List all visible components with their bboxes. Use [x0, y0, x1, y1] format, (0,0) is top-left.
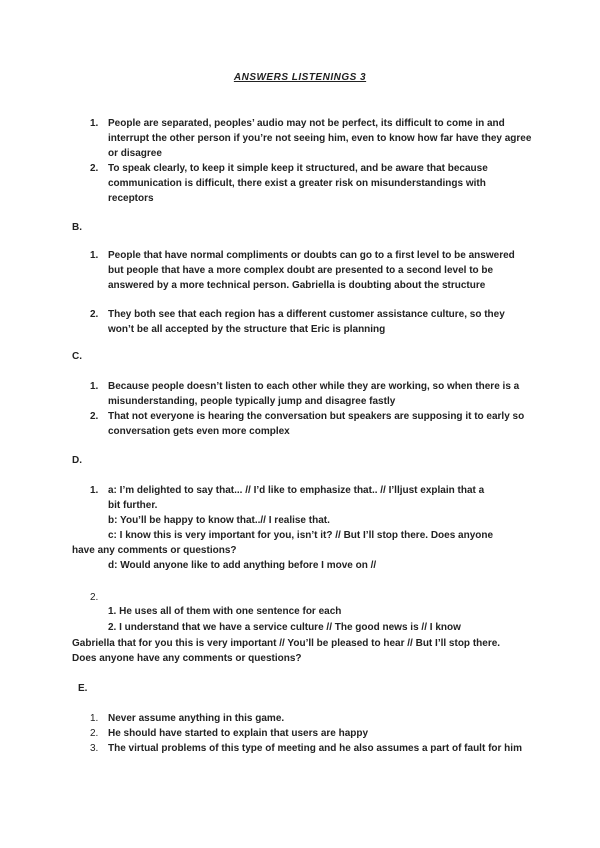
answer-line-b: b: You’ll be happy to know that..// I realise that.: [108, 515, 330, 526]
list-item: He should have started to explain that users are happy: [108, 728, 369, 739]
list-item: Because people doesn’t listen to each other while they are working, so when there is a misunderstanding, people typically jump and disagree fastly: [108, 381, 520, 407]
answer-a-bold: a: I’m delighted to say that...: [108, 485, 243, 496]
list-number: 1.: [90, 118, 99, 129]
list-item: That not everyone is hearing the conversation but speakers are supposing it to early so conversation gets even more complex: [108, 411, 525, 437]
list-number: 1.: [90, 485, 99, 496]
list-number: 1.: [90, 250, 99, 261]
list-item: Never assume anything in this game.: [108, 713, 285, 724]
section-label-c: C.: [72, 351, 82, 362]
section-label-b: B.: [72, 222, 82, 233]
list-number: 3.: [90, 743, 99, 754]
answer-line-d: d: Would anyone like to add anything before I move on //: [108, 560, 377, 571]
list-item: They both see that each region has a different customer assistance culture, so they won’t be all accepted by the structure that Eric is planning: [108, 309, 505, 335]
answer-2-2: 2. I understand that we have a service culture // The good news is // I know: [108, 622, 461, 633]
list-item: People that have normal compliments or doubts can go to a first level to be answered but people that have a more complex doubt are presented to a second level to be answered by a more technical person. Gabriella is doubting about the structure: [108, 250, 515, 291]
page-title: ANSWERS LISTENINGS 3: [233, 72, 367, 83]
list-number: 2.: [90, 728, 99, 739]
list-number: 1.: [90, 381, 99, 392]
answer-2-2-cont2: Does anyone have any comments or questions?: [72, 653, 302, 664]
answer-a-rest: // I’d like to emphasize that.. // I’lljust explain that a: [242, 485, 485, 496]
list-item: People are separated, peoples’ audio may not be perfect, its difficult to come in and interrupt the other person if you’re not seeing him, even to know how far have they agree or disagree: [108, 118, 532, 159]
list-number: 2.: [90, 309, 99, 320]
answer-line-c: c: I know this is very important for you, isn’t it? // But I’ll stop there. Does anyone: [108, 530, 494, 541]
section-label-e: E.: [78, 683, 88, 694]
answer-2-2-cont: Gabriella that for you this is very important // You’ll be pleased to hear // But I’ll stop there.: [72, 638, 501, 649]
list-item: To speak clearly, to keep it simple keep it structured, and be aware that because communication is difficult, there exist a greater risk on misunderstandings with receptors: [108, 163, 488, 204]
answer-line-a: [108, 483, 484, 498]
answer-line-a-cont: bit further.: [108, 500, 158, 511]
list-number: 2.: [90, 163, 99, 174]
answer-2-1: 1. He uses all of them with one sentence for each: [108, 606, 342, 617]
list-item: The virtual problems of this type of meeting and he also assumes a part of fault for him: [108, 743, 522, 754]
list-number: 2.: [90, 411, 99, 422]
section-label-d: D.: [72, 455, 82, 466]
list-number: 1.: [90, 713, 99, 724]
list-number: 2.: [90, 592, 99, 603]
answer-line-c-cont: have any comments or questions?: [72, 545, 237, 556]
